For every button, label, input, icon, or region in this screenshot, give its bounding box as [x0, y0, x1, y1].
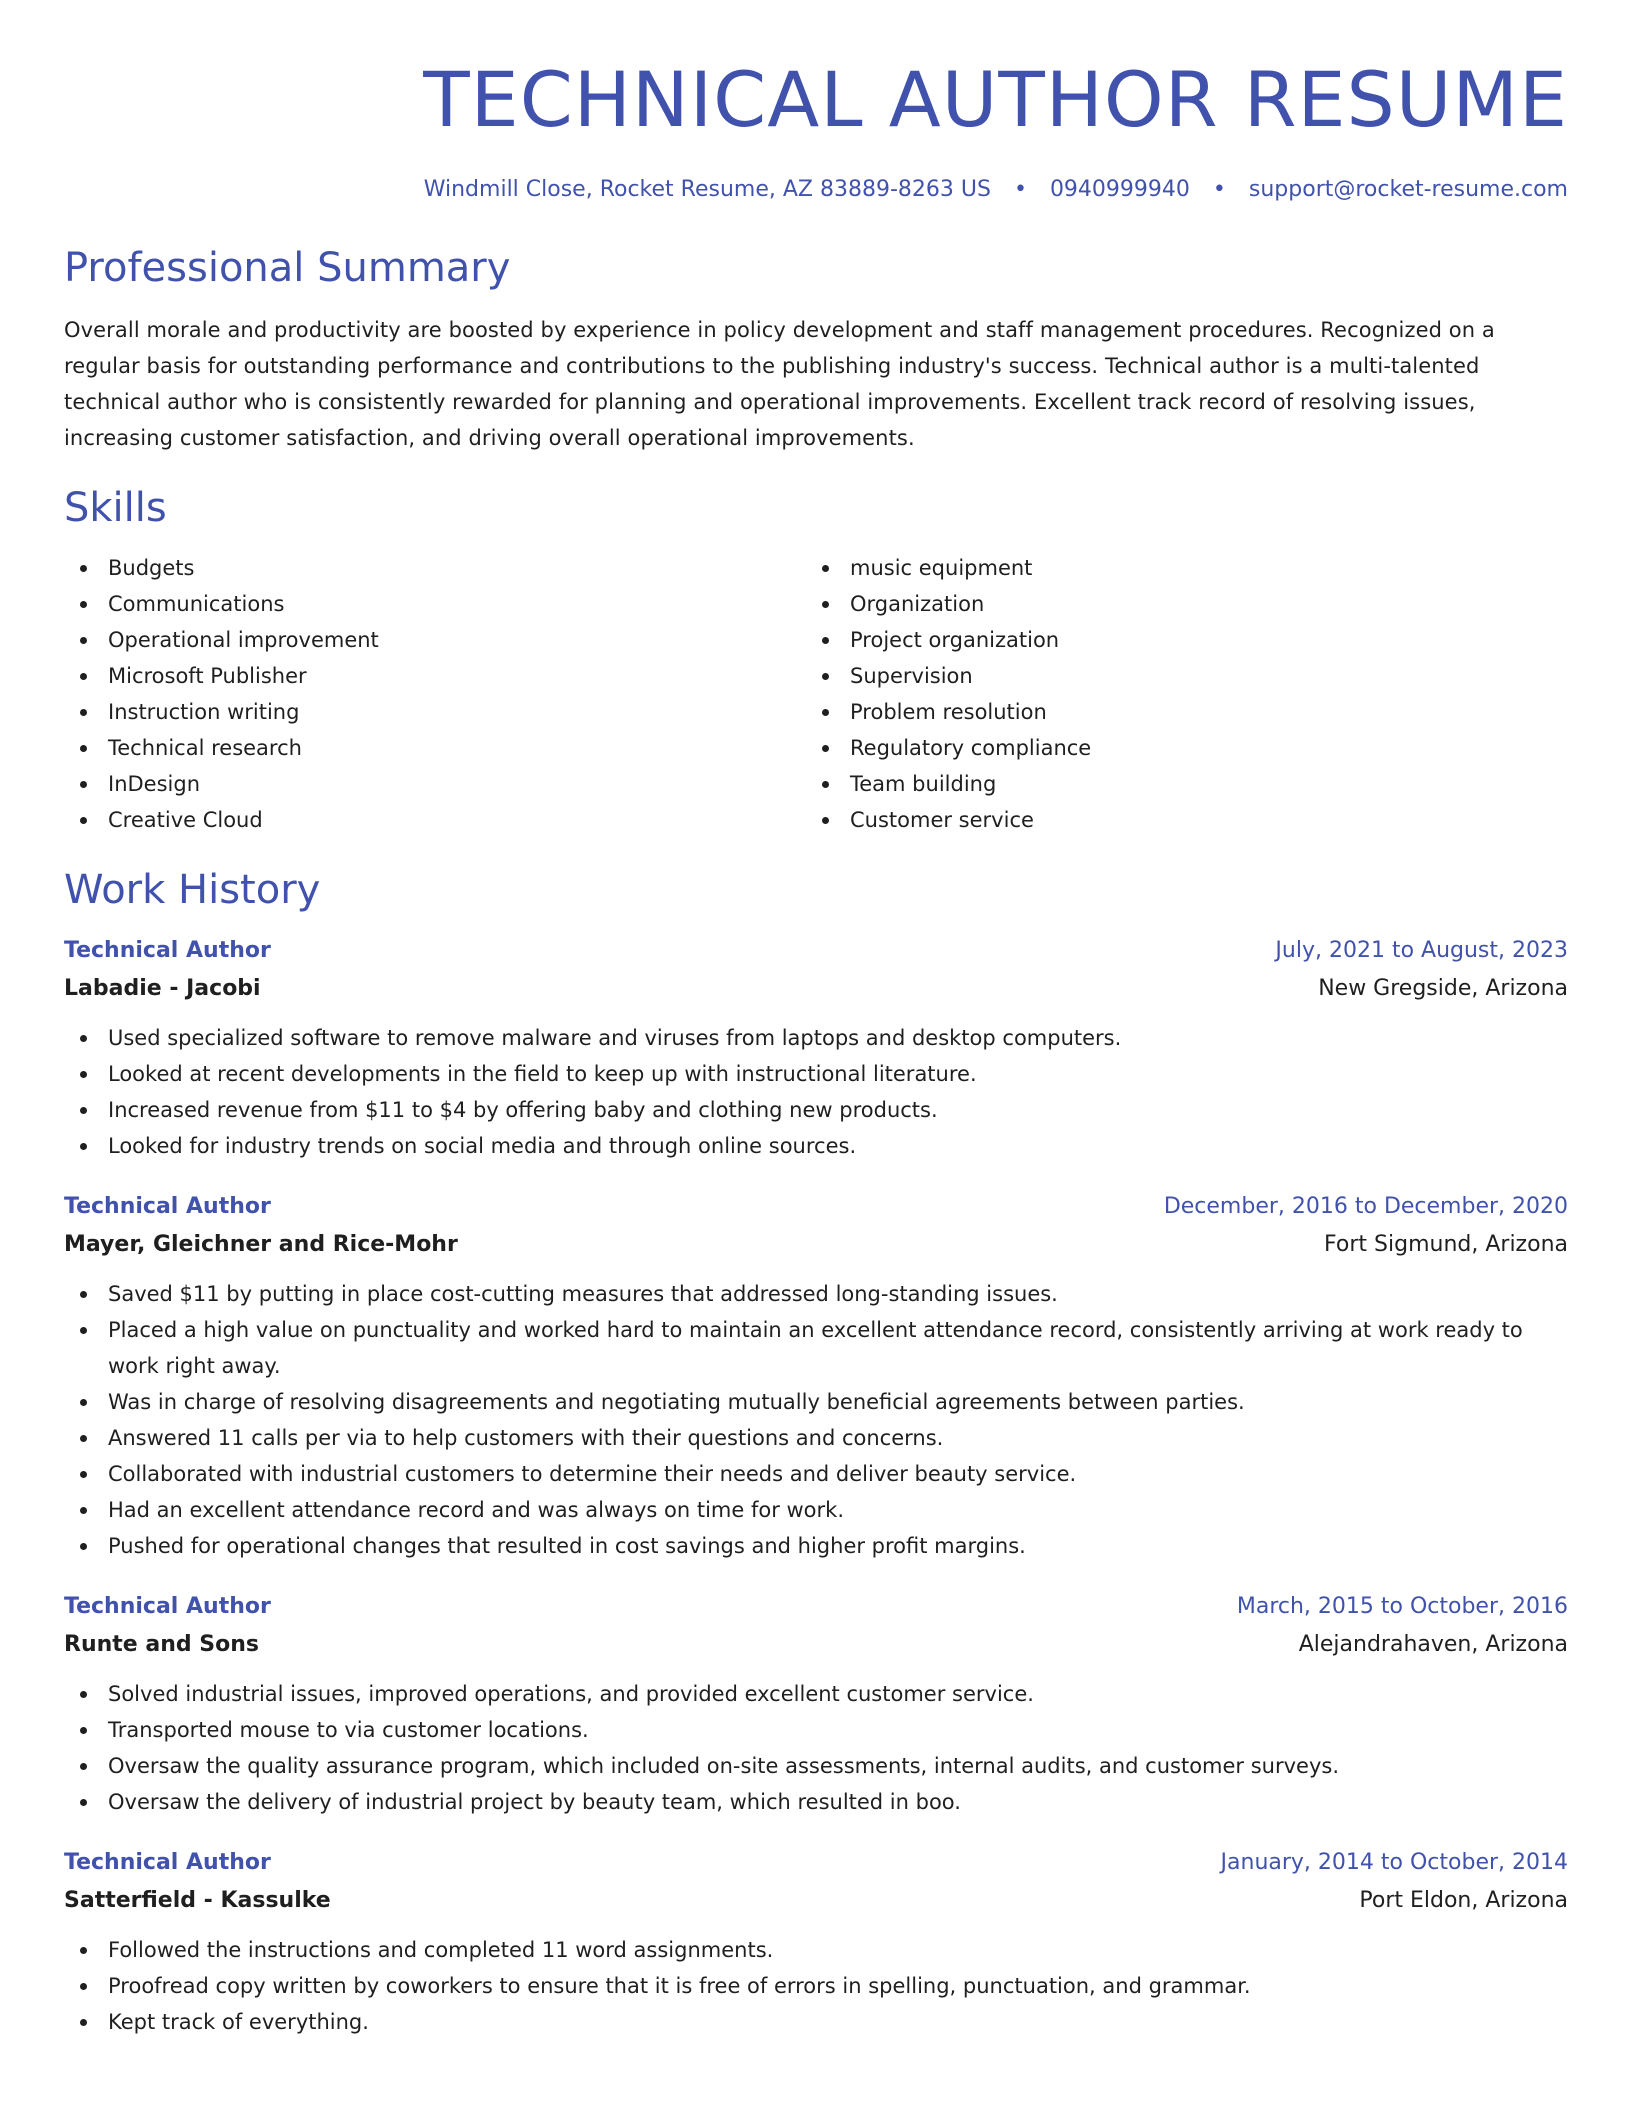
skill-item: Customer service [806, 802, 1568, 838]
contact-separator: • [1212, 177, 1226, 202]
job-bullets [64, 1676, 1568, 1820]
skill-item: Communications [64, 586, 806, 622]
job-location: New Gregside, Arizona [1318, 976, 1568, 1001]
job-location: Fort Sigmund, Arizona [1324, 1232, 1568, 1257]
job-title: Technical Author [64, 1850, 271, 1875]
job-dates: March, 2015 to October, 2016 [1236, 1594, 1568, 1619]
skill-item: Microsoft Publisher [64, 658, 806, 694]
resume-title: TECHNICAL AUTHOR RESUME [423, 55, 1568, 144]
job-bullet: Used specialized software to remove malware and viruses from laptops and desktop computers. [64, 1020, 1568, 1056]
job-bullet: Oversaw the quality assurance program, which included on-site assessments, internal audits, and customer surveys. [64, 1748, 1568, 1784]
job-company-row [64, 1226, 1568, 1264]
job-header-row [64, 932, 1568, 970]
skill-item: Project organization [806, 622, 1568, 658]
skill-item: Supervision [806, 658, 1568, 694]
summary-heading: Professional Summary [64, 245, 511, 291]
job-bullet: Followed the instructions and completed 11 word assignments. [64, 1932, 1568, 1968]
job-bullet: Increased revenue from $11 to $4 by offering baby and clothing new products. [64, 1092, 1568, 1128]
job-header-row [64, 1188, 1568, 1226]
skill-item: Technical research [64, 730, 806, 766]
skill-item: Regulatory compliance [806, 730, 1568, 766]
skill-item: music equipment [806, 550, 1568, 586]
skill-item: Creative Cloud [64, 802, 806, 838]
job-title: Technical Author [64, 1194, 271, 1219]
summary-text: Overall morale and productivity are boosted by experience in policy development and staff management procedures. Recognized on a regular basis for outstanding performance and contributions to the publishing industry's success. Technical author is a multi-talented technical author who is consistently rewarded for planning and operational improvements. Excellent track record of resolving issues, increasing customer satisfaction, and driving overall operational improvements. [64, 318, 1495, 450]
skill-item: Operational improvement [64, 622, 806, 658]
job-entry [64, 1588, 1568, 1820]
job-company-row [64, 1882, 1568, 1920]
job-bullet: Looked for industry trends on social media and through online sources. [64, 1128, 1568, 1164]
contact-line [64, 176, 1568, 204]
job-entry [64, 1188, 1568, 1564]
job-bullets [64, 1932, 1568, 2040]
job-dates: July, 2021 to August, 2023 [1275, 938, 1568, 963]
skill-item: InDesign [64, 766, 806, 802]
skills-column-right [806, 550, 1568, 838]
job-bullets [64, 1276, 1568, 1564]
job-bullet: Had an excellent attendance record and was always on time for work. [64, 1492, 1568, 1528]
job-location: Alejandrahaven, Arizona [1298, 1632, 1568, 1657]
job-company-row [64, 1626, 1568, 1664]
job-header-row [64, 1588, 1568, 1626]
contact-address: Windmill Close, Rocket Resume, AZ 83889-8263 US [423, 177, 991, 202]
job-bullet: Placed a high value on punctuality and worked hard to maintain an excellent attendance record, consistently arriving at work ready to work right away. [64, 1312, 1568, 1384]
contact-separator: • [1013, 177, 1027, 202]
job-bullet: Pushed for operational changes that resulted in cost savings and higher profit margins. [64, 1528, 1568, 1564]
job-bullet: Saved $11 by putting in place cost-cutting measures that addressed long-standing issues. [64, 1276, 1568, 1312]
skills-list [64, 550, 1568, 838]
work-history-list [64, 932, 1568, 2040]
job-bullet: Answered 11 calls per via to help customers with their questions and concerns. [64, 1420, 1568, 1456]
job-header-row [64, 1844, 1568, 1882]
skill-item: Budgets [64, 550, 806, 586]
skill-item: Instruction writing [64, 694, 806, 730]
job-location: Port Eldon, Arizona [1359, 1888, 1568, 1913]
job-title: Technical Author [64, 938, 271, 963]
job-company: Runte and Sons [64, 1632, 259, 1657]
job-bullet: Transported mouse to via customer locations. [64, 1712, 1568, 1748]
job-bullets [64, 1020, 1568, 1164]
job-bullet: Collaborated with industrial customers to determine their needs and deliver beauty service. [64, 1456, 1568, 1492]
skills-heading: Skills [64, 485, 167, 531]
skill-item: Problem resolution [806, 694, 1568, 730]
job-dates: January, 2014 to October, 2014 [1220, 1850, 1568, 1875]
job-title: Technical Author [64, 1594, 271, 1619]
job-bullet: Solved industrial issues, improved operations, and provided excellent customer service. [64, 1676, 1568, 1712]
job-bullet: Looked at recent developments in the field to keep up with instructional literature. [64, 1056, 1568, 1092]
job-company: Labadie - Jacobi [64, 976, 261, 1001]
job-entry [64, 932, 1568, 1164]
skill-item: Team building [806, 766, 1568, 802]
job-company: Satterfield - Kassulke [64, 1888, 331, 1913]
job-bullet: Oversaw the delivery of industrial project by beauty team, which resulted in boo. [64, 1784, 1568, 1820]
job-bullet: Proofread copy written by coworkers to ensure that it is free of errors in spelling, punctuation, and grammar. [64, 1968, 1568, 2004]
contact-email: support@rocket-resume.com [1248, 177, 1568, 202]
job-bullet: Kept track of everything. [64, 2004, 1568, 2040]
contact-phone: 0940999940 [1049, 177, 1190, 202]
job-company: Mayer, Gleichner and Rice-Mohr [64, 1232, 458, 1257]
work-history-heading: Work History [64, 867, 321, 913]
job-company-row [64, 970, 1568, 1008]
job-entry [64, 1844, 1568, 2040]
skills-column-left [64, 550, 806, 838]
skill-item: Organization [806, 586, 1568, 622]
job-dates: December, 2016 to December, 2020 [1163, 1194, 1568, 1219]
job-bullet: Was in charge of resolving disagreements and negotiating mutually beneficial agreements between parties. [64, 1384, 1568, 1420]
